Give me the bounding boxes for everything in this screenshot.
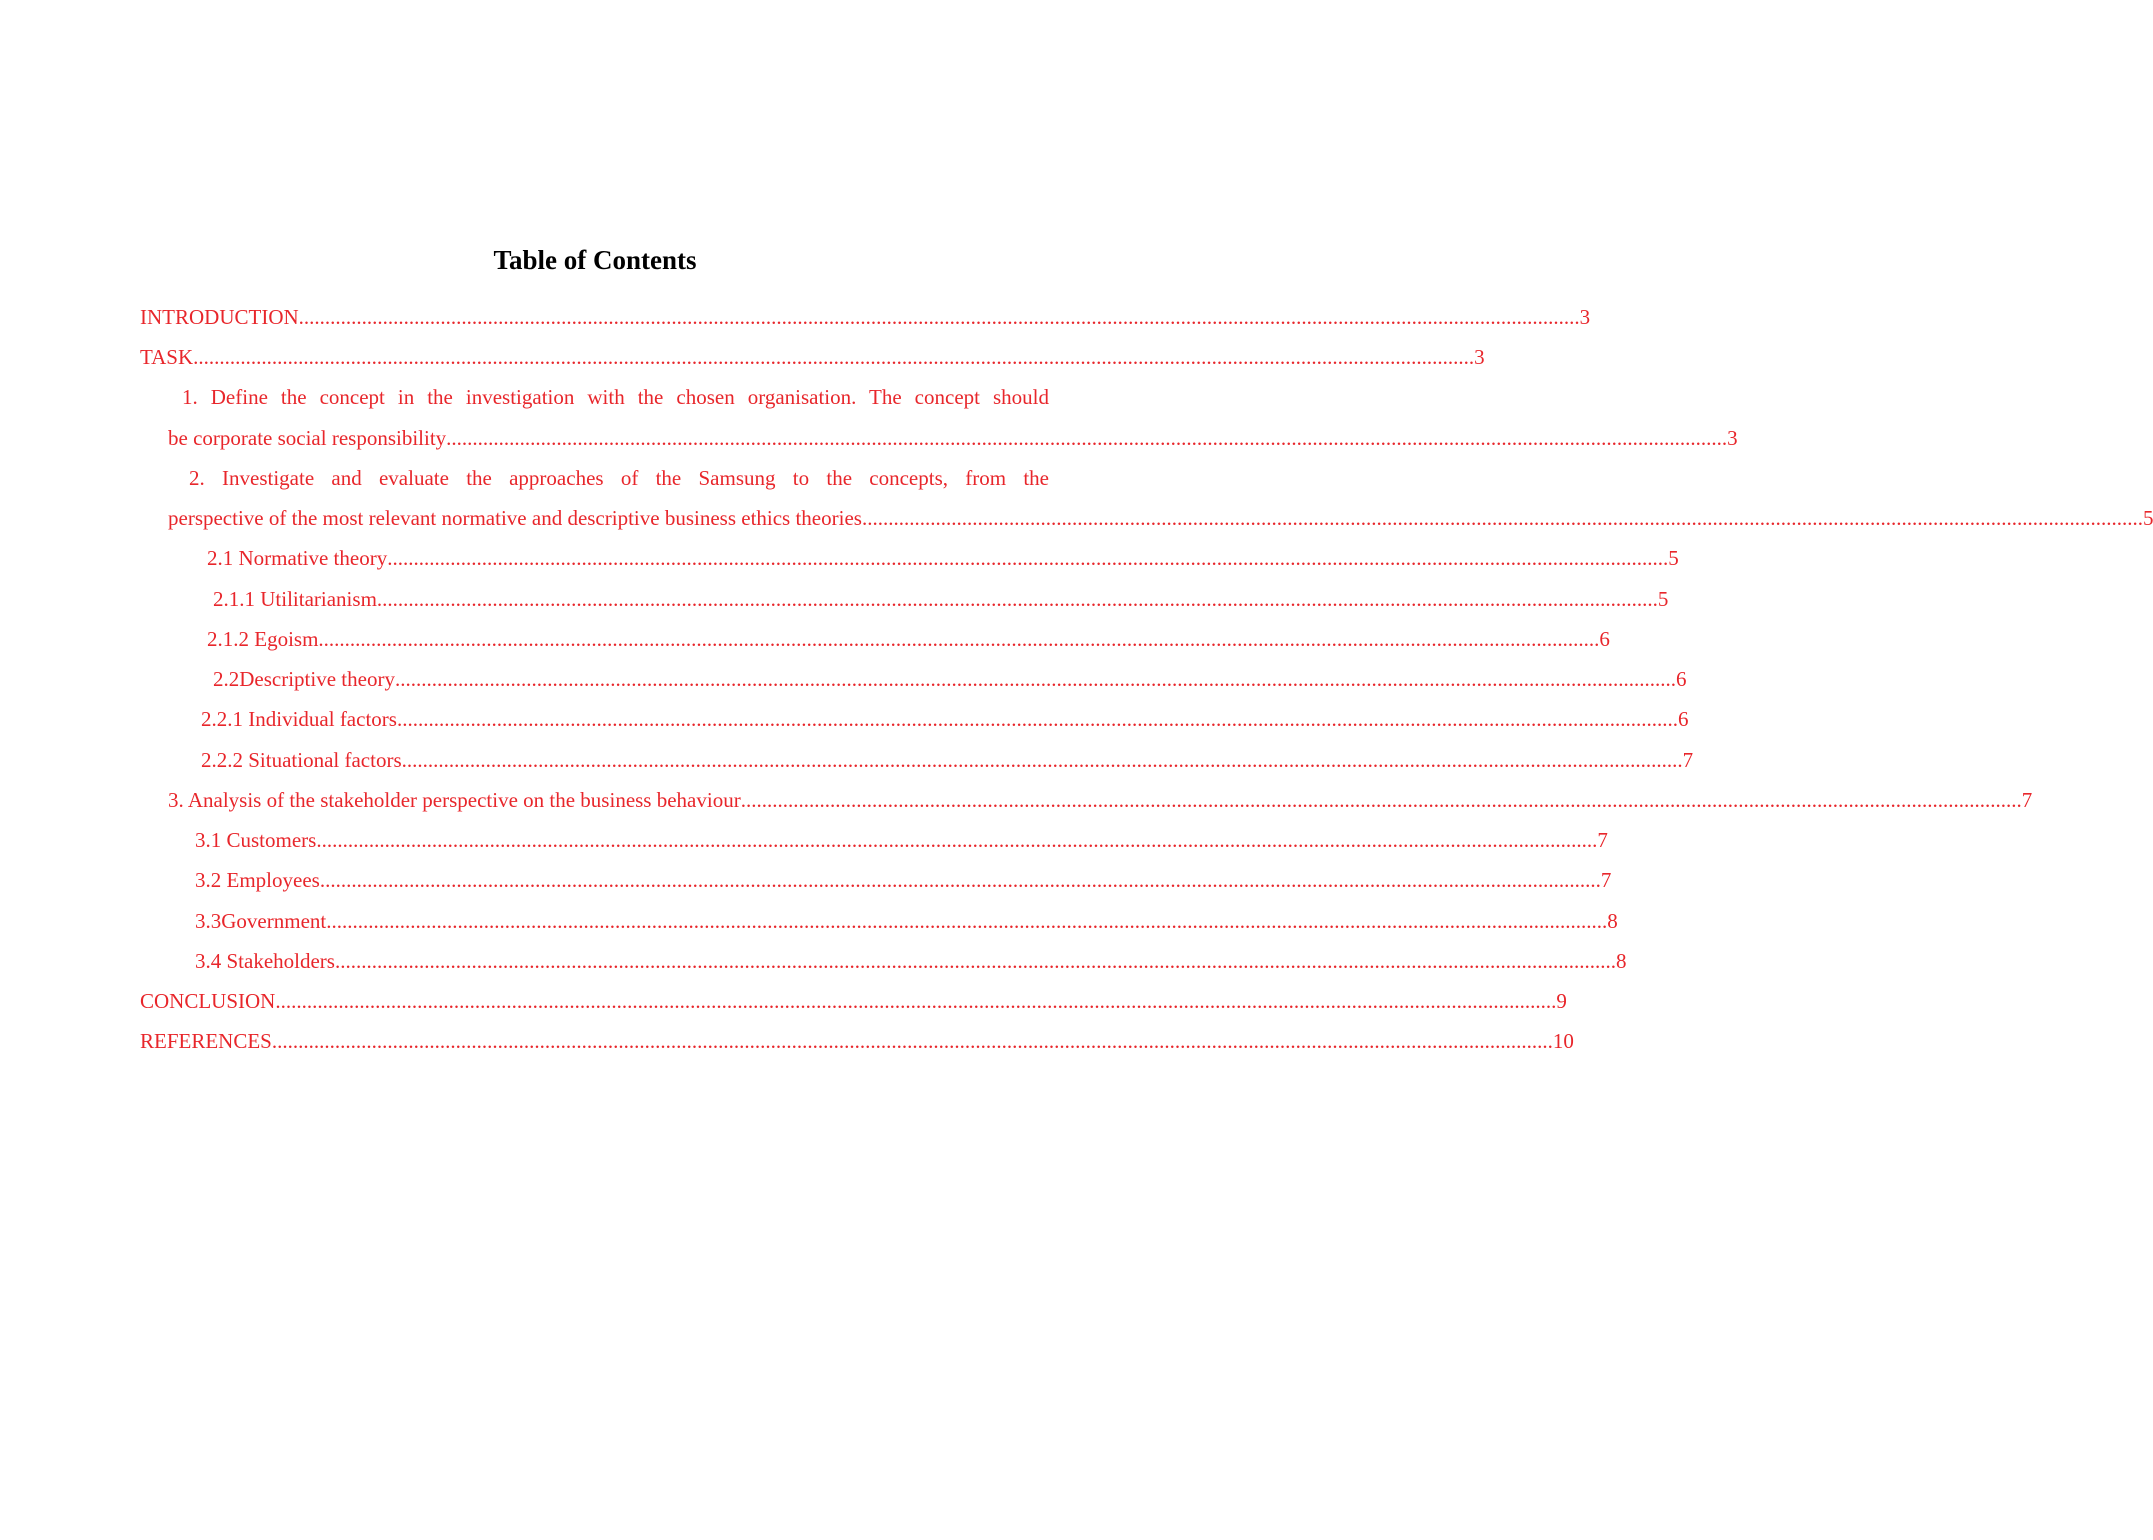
dot-leader: .................................................................................................................................................................................................................................................... bbox=[193, 345, 1475, 369]
dot-leader: .................................................................................................................................................................................................................................................... bbox=[271, 1029, 1553, 1053]
toc-entry-introduction[interactable] bbox=[140, 302, 1591, 332]
toc-page-number: 7 bbox=[1600, 868, 1612, 892]
toc-entry-2-1[interactable] bbox=[207, 543, 1679, 573]
toc-page-number: 5 bbox=[2142, 506, 2153, 530]
toc-entry-text: 3. Analysis of the stakeholder perspective on the business behaviour bbox=[168, 788, 741, 812]
dot-leader: .................................................................................................................................................................................................................................................... bbox=[334, 949, 1616, 973]
toc-page-number: 3 bbox=[1474, 345, 1485, 369]
toc-page-number: 6 bbox=[1675, 667, 1687, 691]
toc-page-number: 5 bbox=[1657, 587, 1669, 611]
toc-page-number: 7 bbox=[2021, 788, 2033, 812]
dot-leader: .................................................................................................................................................................................................................................................... bbox=[396, 707, 1678, 731]
toc-entry-text: 2.2Descriptive theory bbox=[213, 667, 395, 691]
toc-entry-text: 2.1 Normative theory bbox=[207, 546, 388, 570]
toc-entry-text: CONCLUSION bbox=[140, 989, 276, 1013]
dot-leader: .................................................................................................................................................................................................................................................... bbox=[318, 627, 1600, 651]
toc-page-number: 8 bbox=[1607, 909, 1618, 933]
toc-entry-3[interactable] bbox=[168, 785, 2033, 815]
toc-title: Table of Contents bbox=[493, 245, 697, 275]
dot-leader: .................................................................................................................................................................................................................................................... bbox=[298, 305, 1580, 329]
dot-leader: .................................................................................................................................................................................................................................................... bbox=[326, 909, 1608, 933]
toc-entry-text: 2.1.2 Egoism bbox=[207, 627, 319, 651]
dot-leader: .................................................................................................................................................................................................................................................... bbox=[861, 506, 2143, 530]
toc-entry-text: be corporate social responsibility bbox=[168, 426, 447, 450]
toc-entry-2[interactable] bbox=[168, 503, 2153, 533]
toc-entry-text: REFERENCES bbox=[140, 1029, 272, 1053]
toc-entry-text: 3.3Government bbox=[195, 909, 327, 933]
dot-leader: .................................................................................................................................................................................................................................................... bbox=[316, 828, 1598, 852]
toc-entry-text: perspective of the most relevant normative and descriptive business ethics theories bbox=[168, 506, 862, 530]
toc-entry-3-2[interactable] bbox=[195, 865, 1612, 895]
toc-entry-2-2-1[interactable] bbox=[201, 704, 1689, 734]
toc-page-number: 6 bbox=[1599, 627, 1610, 651]
dot-leader: .................................................................................................................................................................................................................................................... bbox=[394, 667, 1676, 691]
dot-leader: .................................................................................................................................................................................................................................................... bbox=[387, 546, 1669, 570]
dot-leader: .................................................................................................................................................................................................................................................... bbox=[401, 748, 1683, 772]
toc-entry-text: 2.2.2 Situational factors bbox=[201, 748, 402, 772]
toc-page-number: 3 bbox=[1579, 305, 1591, 329]
toc-entry-text: 2.2.1 Individual factors bbox=[201, 707, 397, 731]
toc-entry-3-1[interactable] bbox=[195, 825, 1608, 855]
dot-leader: .................................................................................................................................................................................................................................................... bbox=[446, 426, 1728, 450]
toc-entry-text: 2.1.1 Utilitarianism bbox=[213, 587, 377, 611]
toc-entry-references[interactable] bbox=[140, 1026, 1574, 1056]
toc-entry-2-1-1[interactable] bbox=[213, 584, 1669, 614]
toc-entry-text: 3.2 Employees bbox=[195, 868, 320, 892]
toc-entry-3-3[interactable] bbox=[195, 906, 1618, 936]
toc-page-number: 8 bbox=[1615, 949, 1627, 973]
toc-entry-3-4[interactable] bbox=[195, 946, 1627, 976]
dot-leader: .................................................................................................................................................................................................................................................... bbox=[740, 788, 2022, 812]
dot-leader: .................................................................................................................................................................................................................................................... bbox=[319, 868, 1601, 892]
toc-entry-task[interactable] bbox=[140, 342, 1485, 372]
toc-entry-1[interactable] bbox=[168, 423, 1738, 453]
toc-entry-2-2[interactable] bbox=[213, 664, 1687, 694]
dot-leader: .................................................................................................................................................................................................................................................... bbox=[376, 587, 1658, 611]
toc-page-number: 3 bbox=[1727, 426, 1738, 450]
toc-page-number: 9 bbox=[1556, 989, 1567, 1013]
toc-entry-conclusion[interactable] bbox=[140, 986, 1567, 1016]
toc-entry-text: 3.1 Customers bbox=[195, 828, 317, 852]
toc-entry-1-line1[interactable]: 1. Define the concept in the investigation with the chosen organisation. The concept should bbox=[182, 385, 1049, 409]
toc-entry-2-1-2[interactable] bbox=[207, 624, 1610, 654]
toc-entry-2-line1[interactable]: 2. Investigate and evaluate the approaches of the Samsung to the concepts, from the bbox=[189, 466, 1049, 490]
toc-page-number: 5 bbox=[1668, 546, 1679, 570]
toc-page-number: 7 bbox=[1597, 828, 1608, 852]
toc-entry-2-2-2[interactable] bbox=[201, 745, 1694, 775]
toc-entry-text: INTRODUCTION bbox=[140, 305, 299, 329]
dot-leader: .................................................................................................................................................................................................................................................... bbox=[275, 989, 1557, 1013]
toc-page-number: 10 bbox=[1552, 1029, 1574, 1053]
toc-page-number: 7 bbox=[1682, 748, 1694, 772]
toc-entry-text: TASK bbox=[140, 345, 194, 369]
toc-page-number: 6 bbox=[1677, 707, 1689, 731]
toc-entry-text: 3.4 Stakeholders bbox=[195, 949, 335, 973]
